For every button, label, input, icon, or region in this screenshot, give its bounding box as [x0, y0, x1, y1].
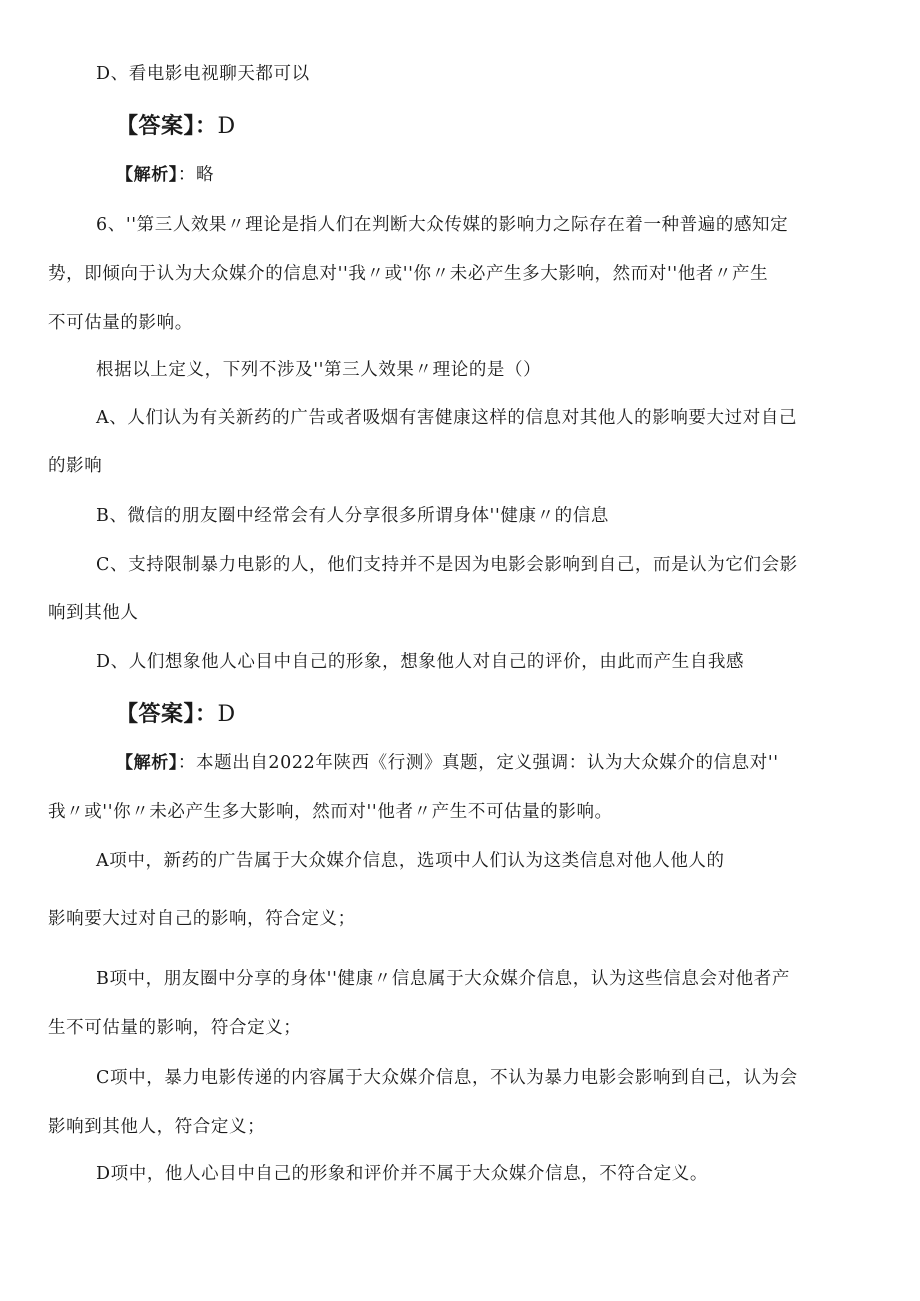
answer-label: 【答案】 [116, 114, 196, 139]
answer-separator: ： [195, 702, 218, 727]
analysis-text: 本题出自2022年陕西《行测》真题，定义强调：认为大众媒介的信息对'' [196, 753, 779, 773]
question-6-stem-line-3: 不可估量的影响。 [48, 313, 193, 333]
item-d: D项中，他人心目中自己的形象和评价并不属于大众媒介信息，不符合定义。 [96, 1164, 708, 1184]
option-d: D、人们想象他人心目中自己的形象，想象他人对自己的评价，由此而产生自我感 [96, 652, 745, 672]
analysis-text: 略 [196, 165, 215, 185]
answer-label: 【答案】 [116, 702, 196, 727]
item-c-line-1: C项中，暴力电影传递的内容属于大众媒介信息，不认为暴力电影会影响到自己，认为会 [96, 1068, 798, 1088]
analysis-2-line-2: 我〃或''你〃未必产生多大影响，然而对''他者〃产生不可估量的影响。 [48, 802, 613, 822]
option-a-line-1: A、人们认为有关新药的广告或者吸烟有害健康这样的信息对其他人的影响要大过对自己 [96, 408, 798, 428]
analysis-separator: ： [177, 165, 197, 185]
question-6-stem-line-1: 6、''第三人效果〃理论是指人们在判断大众传媒的影响力之际存在着一种普遍的感知定 [96, 215, 789, 235]
analysis-separator: ： [177, 753, 197, 773]
item-c-line-2: 影响到其他人，符合定义； [48, 1117, 266, 1137]
analysis-label: 【解析】 [116, 165, 178, 185]
analysis-1 [116, 163, 214, 187]
answer-separator: ： [195, 114, 218, 139]
answer-value: D [217, 702, 236, 727]
answer-1 [116, 112, 236, 142]
answer-2 [116, 700, 236, 730]
answer-value: D [217, 114, 236, 139]
item-a-line-1: A项中，新药的广告属于大众媒介信息，选项中人们认为这类信息对他人他人的 [96, 851, 725, 871]
question-6-stem-line-2: 势，即倾向于认为大众媒介的信息对''我〃或''你〃未必产生多大影响，然而对''他者〃产生 [48, 264, 769, 284]
question-6-prompt: 根据以上定义，下列不涉及''第三人效果〃理论的是（） [96, 360, 542, 380]
analysis-label: 【解析】 [116, 753, 178, 773]
option-a-line-2: 的影响 [48, 456, 103, 476]
previous-option-d: D、看电影电视聊天都可以 [96, 64, 310, 84]
option-c-line-1: C、支持限制暴力电影的人，他们支持并不是因为电影会影响到自己，而是认为它们会影 [96, 555, 798, 575]
option-b: B、微信的朋友圈中经常会有人分享很多所谓身体''健康〃的信息 [96, 506, 609, 526]
item-b-line-2: 生不可估量的影响，符合定义； [48, 1018, 302, 1038]
analysis-2-line-1 [116, 751, 779, 775]
item-a-line-2: 影响要大过对自己的影响，符合定义； [48, 909, 356, 929]
option-c-line-2: 响到其他人 [48, 603, 139, 623]
item-b-line-1: B项中，朋友圈中分享的身体''健康〃信息属于大众媒介信息，认为这些信息会对他者产 [96, 969, 790, 989]
